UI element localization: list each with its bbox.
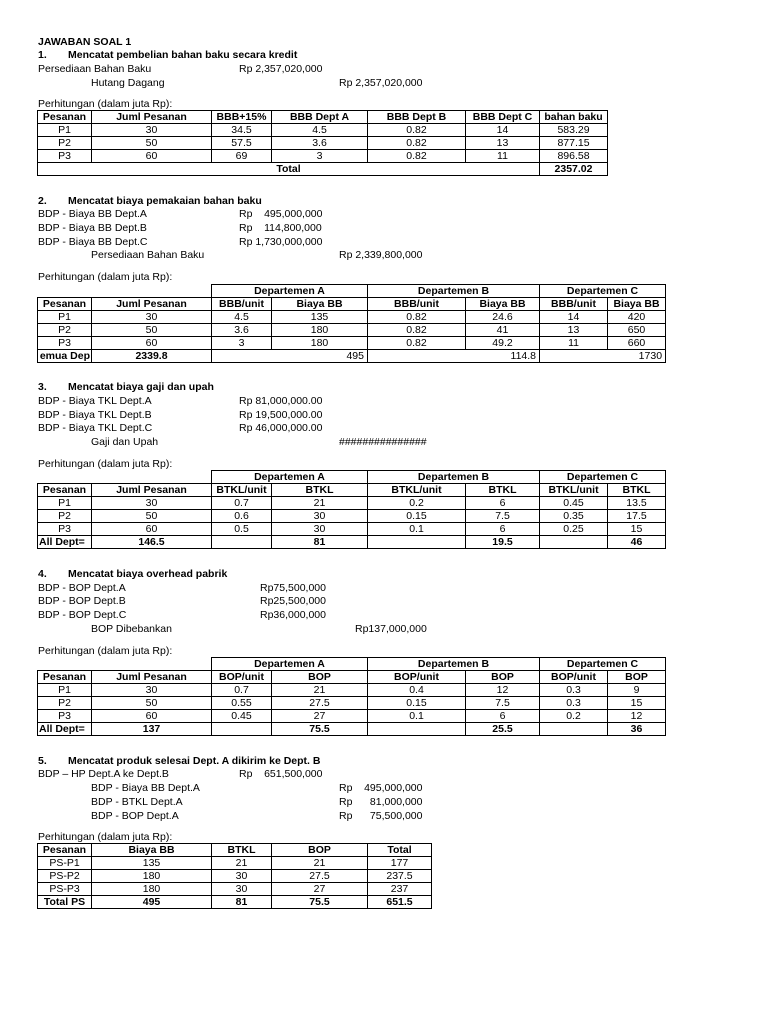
s3-col-header: BTKL [272, 484, 368, 497]
table-cell: 0.15 [368, 697, 466, 710]
s4-total-dept-a: 75.5 [272, 723, 368, 736]
s5-header-row [38, 844, 432, 857]
s3-total-all: 146.5 [92, 536, 212, 549]
table-cell: 0.82 [368, 324, 466, 337]
table-cell: 21 [212, 857, 272, 870]
s1-col-header: bahan baku [540, 111, 608, 124]
table-cell: 0.6 [212, 510, 272, 523]
table-cell: 7.5 [466, 510, 540, 523]
table-cell: 180 [92, 883, 212, 896]
s5-credit-account-bb: BDP - Biaya BB Dept.A [91, 782, 200, 794]
table-cell: 0.82 [368, 337, 466, 350]
s4-calc-label: Perhitungan (dalam juta Rp): [38, 645, 173, 657]
table-cell: P3 [38, 337, 92, 350]
table-cell: 0.55 [212, 697, 272, 710]
table-cell: 30 [92, 311, 212, 324]
s1-col-header: BBB+15% [212, 111, 272, 124]
s1-credit-account: Hutang Dagang [91, 77, 165, 89]
table-cell: 237 [368, 883, 432, 896]
table-cell: 30 [272, 510, 368, 523]
s3-col-header: BTKL [466, 484, 540, 497]
table-cell: 15 [608, 523, 666, 536]
s1-header-row [38, 111, 608, 124]
s2-total-dept-a: 495 [212, 350, 368, 363]
s4-col-header: Pesanan [38, 671, 92, 684]
table-row [38, 697, 666, 710]
section-1-number: 1. [38, 49, 47, 61]
s1-total-value: 2357.02 [540, 163, 608, 176]
table-cell: 0.45 [212, 710, 272, 723]
table-cell: 49.2 [466, 337, 540, 350]
s5-total-row [38, 896, 432, 909]
table-cell: PS-P2 [38, 870, 92, 883]
table-cell: 660 [608, 337, 666, 350]
page-title: JAWABAN SOAL 1 [38, 36, 132, 48]
table-row [38, 710, 666, 723]
table-cell: 50 [92, 510, 212, 523]
table-row [38, 497, 666, 510]
table-cell: 6 [466, 710, 540, 723]
s5-total-all: 651.5 [368, 896, 432, 909]
table-row [38, 150, 608, 163]
table-cell: 27.5 [272, 697, 368, 710]
table-cell: 27 [272, 710, 368, 723]
table-cell: 50 [92, 324, 212, 337]
s4-table [37, 657, 666, 736]
s4-col-header: BOP [466, 671, 540, 684]
s2-group-header-row [38, 285, 666, 298]
s5-calc-label: Perhitungan (dalam juta Rp): [38, 831, 173, 843]
table-cell: 50 [92, 137, 212, 150]
s2-credit-account: Persediaan Bahan Baku [91, 249, 205, 261]
s3-debit-account-a: BDP - Biaya TKL Dept.A [38, 395, 152, 407]
s4-debit-amount-c: Rp36,000,000 [260, 609, 326, 621]
table-cell: 30 [92, 684, 212, 697]
table-cell: 60 [92, 337, 212, 350]
table-cell: 0.5 [212, 523, 272, 536]
s2-group-dept-a: Departemen A [212, 285, 368, 298]
table-cell: 3.6 [272, 137, 368, 150]
s5-credit-account-btkl: BDP - BTKL Dept.A [91, 796, 183, 808]
s4-total-row [38, 723, 666, 736]
s4-col-header: BOP [272, 671, 368, 684]
s3-col-header: BTKL [608, 484, 666, 497]
table-cell: P2 [38, 697, 92, 710]
s3-group-dept-c: Departemen C [540, 471, 666, 484]
s2-col-header: Biaya BB [608, 298, 666, 311]
s4-credit-amount: Rp137,000,000 [355, 623, 427, 635]
s2-col-header: BBB/unit [212, 298, 272, 311]
table-cell: 60 [92, 523, 212, 536]
s1-debit-account: Persediaan Bahan Baku [38, 63, 152, 75]
table-cell: P2 [38, 510, 92, 523]
section-3-heading: Mencatat biaya gaji dan upah [68, 381, 214, 393]
s2-total-label: emua Dep [38, 350, 92, 363]
s1-debit-amount: Rp 2,357,020,000 [239, 63, 323, 75]
s4-debit-account-a: BDP - BOP Dept.A [38, 582, 126, 594]
table-cell: 583.29 [540, 124, 608, 137]
table-cell: 13 [466, 137, 540, 150]
s3-col-header: BTKL/unit [368, 484, 466, 497]
s5-credit-amount-bb: Rp 495,000,000 [339, 782, 423, 794]
s3-header-row [38, 484, 666, 497]
s5-col-header: BOP [272, 844, 368, 857]
table-cell: 4.5 [272, 124, 368, 137]
table-cell: 9 [608, 684, 666, 697]
table-cell: 0.2 [368, 497, 466, 510]
table-cell: 69 [212, 150, 272, 163]
table-row [38, 337, 666, 350]
s3-total-dept-a: 81 [272, 536, 368, 549]
table-cell: PS-P3 [38, 883, 92, 896]
table-cell: 30 [212, 870, 272, 883]
table-cell: 30 [92, 124, 212, 137]
s4-credit-account: BOP Dibebankan [91, 623, 172, 635]
s4-group-header-row [38, 658, 666, 671]
s1-col-header: Juml Pesanan [92, 111, 212, 124]
s1-total-row [38, 163, 608, 176]
table-cell: 0.25 [540, 523, 608, 536]
table-cell: 11 [466, 150, 540, 163]
table-cell: 24.6 [466, 311, 540, 324]
s4-debit-account-c: BDP - BOP Dept.C [38, 609, 127, 621]
s2-total-dept-b: 114.8 [368, 350, 540, 363]
s4-col-header: BOP/unit [540, 671, 608, 684]
section-5-number: 5. [38, 755, 47, 767]
table-row [38, 311, 666, 324]
table-cell: P1 [38, 124, 92, 137]
s4-group-dept-a: Departemen A [212, 658, 368, 671]
s4-debit-amount-b: Rp25,500,000 [260, 595, 326, 607]
table-row [38, 137, 608, 150]
s4-col-header: BOP [608, 671, 666, 684]
s5-total-bb: 495 [92, 896, 212, 909]
table-row [38, 124, 608, 137]
table-cell: 0.3 [540, 697, 608, 710]
table-cell: 0.82 [368, 150, 466, 163]
s2-group-dept-b: Departemen B [368, 285, 540, 298]
s5-debit-amount: Rp 651,500,000 [239, 768, 323, 780]
s5-total-label: Total PS [38, 896, 92, 909]
table-cell: P1 [38, 497, 92, 510]
s2-group-dept-c: Departemen C [540, 285, 666, 298]
s5-debit-account: BDP – HP Dept.A ke Dept.B [38, 768, 169, 780]
s3-total-dept-c: 46 [608, 536, 666, 549]
table-cell: 34.5 [212, 124, 272, 137]
s5-credit-amount-btkl: Rp 81,000,000 [339, 796, 423, 808]
s3-calc-label: Perhitungan (dalam juta Rp): [38, 458, 173, 470]
table-cell: 3.6 [212, 324, 272, 337]
s4-total-dept-b: 25.5 [466, 723, 540, 736]
s2-table [37, 284, 666, 363]
table-cell: 0.7 [212, 497, 272, 510]
table-cell: 30 [212, 883, 272, 896]
s4-debit-account-b: BDP - BOP Dept.B [38, 595, 126, 607]
s4-debit-amount-a: Rp75,500,000 [260, 582, 326, 594]
table-cell: 0.35 [540, 510, 608, 523]
table-cell: 21 [272, 857, 368, 870]
table-cell: 12 [608, 710, 666, 723]
s3-debit-account-b: BDP - Biaya TKL Dept.B [38, 409, 152, 421]
s3-group-header-row [38, 471, 666, 484]
s4-total-dept-c: 36 [608, 723, 666, 736]
table-row [38, 684, 666, 697]
table-cell: 177 [368, 857, 432, 870]
s4-group-dept-b: Departemen B [368, 658, 540, 671]
s3-col-header: Pesanan [38, 484, 92, 497]
s5-total-bop: 75.5 [272, 896, 368, 909]
table-cell: 6 [466, 497, 540, 510]
s2-credit-amount: Rp 2,339,800,000 [339, 249, 423, 261]
table-cell: 21 [272, 684, 368, 697]
s3-group-dept-b: Departemen B [368, 471, 540, 484]
s2-debit-account-c: BDP - Biaya BB Dept.C [38, 236, 148, 248]
s3-credit-account: Gaji dan Upah [91, 436, 159, 448]
s2-col-header: BBB/unit [368, 298, 466, 311]
s1-table [37, 110, 608, 176]
table-cell: 30 [272, 523, 368, 536]
s5-credit-account-bop: BDP - BOP Dept.A [91, 810, 179, 822]
s3-total-dept-b: 19.5 [466, 536, 540, 549]
table-cell: 180 [272, 337, 368, 350]
s4-group-dept-c: Departemen C [540, 658, 666, 671]
table-cell: P2 [38, 137, 92, 150]
table-cell: 0.7 [212, 684, 272, 697]
table-row [38, 857, 432, 870]
s5-table [37, 843, 432, 909]
s5-credit-amount-bop: Rp 75,500,000 [339, 810, 423, 822]
section-5-heading: Mencatat produk selesai Dept. A dikirim ke Dept. B [68, 755, 321, 767]
table-cell: P3 [38, 150, 92, 163]
table-cell: 12 [466, 684, 540, 697]
table-cell: 13.5 [608, 497, 666, 510]
s5-col-header: Total [368, 844, 432, 857]
table-cell: 237.5 [368, 870, 432, 883]
s1-col-header: Pesanan [38, 111, 92, 124]
table-cell: 27 [272, 883, 368, 896]
table-cell: 21 [272, 497, 368, 510]
table-cell: 877.15 [540, 137, 608, 150]
s3-col-header: Juml Pesanan [92, 484, 212, 497]
s2-debit-amount-b: Rp 114,800,000 [239, 222, 322, 234]
table-row [38, 523, 666, 536]
table-cell: 0.82 [368, 137, 466, 150]
s3-table [37, 470, 666, 549]
table-cell: 57.5 [212, 137, 272, 150]
table-cell: P2 [38, 324, 92, 337]
s5-total-btkl: 81 [212, 896, 272, 909]
s2-calc-label: Perhitungan (dalam juta Rp): [38, 271, 173, 283]
table-cell: 13 [540, 324, 608, 337]
table-cell: 60 [92, 710, 212, 723]
table-cell: P1 [38, 684, 92, 697]
s3-group-dept-a: Departemen A [212, 471, 368, 484]
table-cell: 17.5 [608, 510, 666, 523]
s5-col-header: Pesanan [38, 844, 92, 857]
table-cell: 135 [272, 311, 368, 324]
s5-col-header: BTKL [212, 844, 272, 857]
s2-col-header: BBB/unit [540, 298, 608, 311]
table-cell: 30 [92, 497, 212, 510]
s3-credit-amount: ############### [339, 436, 427, 448]
s3-col-header: BTKL/unit [212, 484, 272, 497]
s3-debit-amount-c: Rp 46,000,000.00 [239, 422, 323, 434]
table-cell: 180 [272, 324, 368, 337]
s1-col-header: BBB Dept C [466, 111, 540, 124]
s2-total-all: 2339.8 [92, 350, 212, 363]
s3-debit-account-c: BDP - Biaya TKL Dept.C [38, 422, 153, 434]
table-cell: 15 [608, 697, 666, 710]
table-cell: P3 [38, 523, 92, 536]
table-cell: 6 [466, 523, 540, 536]
table-cell: 7.5 [466, 697, 540, 710]
s3-debit-amount-b: Rp 19,500,000.00 [239, 409, 323, 421]
table-cell: 0.1 [368, 710, 466, 723]
section-3-number: 3. [38, 381, 47, 393]
table-cell: 0.2 [540, 710, 608, 723]
section-4-number: 4. [38, 568, 47, 580]
table-cell: 896.58 [540, 150, 608, 163]
s2-debit-account-b: BDP - Biaya BB Dept.B [38, 222, 147, 234]
table-cell: 0.1 [368, 523, 466, 536]
s2-debit-account-a: BDP - Biaya BB Dept.A [38, 208, 147, 220]
s2-total-dept-c: 1730 [540, 350, 666, 363]
table-cell: 11 [540, 337, 608, 350]
s1-calc-label: Perhitungan (dalam juta Rp): [38, 98, 173, 110]
table-cell: PS-P1 [38, 857, 92, 870]
table-row [38, 324, 666, 337]
table-row [38, 870, 432, 883]
section-4-heading: Mencatat biaya overhead pabrik [68, 568, 228, 580]
table-cell: 4.5 [212, 311, 272, 324]
table-cell: 650 [608, 324, 666, 337]
s4-col-header: Juml Pesanan [92, 671, 212, 684]
table-cell: 14 [466, 124, 540, 137]
s5-col-header: Biaya BB [92, 844, 212, 857]
table-cell: 3 [212, 337, 272, 350]
s4-col-header: BOP/unit [212, 671, 272, 684]
table-cell: P1 [38, 311, 92, 324]
s4-total-all: 137 [92, 723, 212, 736]
s1-total-label: Total [38, 163, 540, 176]
table-cell: 180 [92, 870, 212, 883]
s2-col-header: Biaya BB [272, 298, 368, 311]
s1-col-header: BBB Dept B [368, 111, 466, 124]
s2-col-header: Juml Pesanan [92, 298, 212, 311]
table-row [38, 510, 666, 523]
s2-col-header: Pesanan [38, 298, 92, 311]
s4-total-label: All Dept= [38, 723, 92, 736]
table-cell: 60 [92, 150, 212, 163]
s3-debit-amount-a: Rp 81,000,000.00 [239, 395, 323, 407]
table-cell: 0.15 [368, 510, 466, 523]
s3-total-label: All Dept= [38, 536, 92, 549]
table-cell: 0.3 [540, 684, 608, 697]
table-row [38, 883, 432, 896]
s1-credit-amount: Rp 2,357,020,000 [339, 77, 423, 89]
table-cell: P3 [38, 710, 92, 723]
s2-header-row [38, 298, 666, 311]
section-1-heading: Mencatat pembelian bahan baku secara kredit [68, 49, 298, 61]
s2-total-row [38, 350, 666, 363]
s2-debit-amount-c: Rp 1,730,000,000 [239, 236, 323, 248]
table-cell: 0.82 [368, 124, 466, 137]
s1-col-header: BBB Dept A [272, 111, 368, 124]
table-cell: 3 [272, 150, 368, 163]
table-cell: 135 [92, 857, 212, 870]
table-cell: 27.5 [272, 870, 368, 883]
s2-col-header: Biaya BB [466, 298, 540, 311]
s2-debit-amount-a: Rp 495,000,000 [239, 208, 323, 220]
table-cell: 50 [92, 697, 212, 710]
table-cell: 420 [608, 311, 666, 324]
section-2-number: 2. [38, 195, 47, 207]
table-cell: 41 [466, 324, 540, 337]
table-cell: 0.4 [368, 684, 466, 697]
s3-col-header: BTKL/unit [540, 484, 608, 497]
table-cell: 0.82 [368, 311, 466, 324]
table-cell: 0.45 [540, 497, 608, 510]
table-cell: 14 [540, 311, 608, 324]
s4-col-header: BOP/unit [368, 671, 466, 684]
section-2-heading: Mencatat biaya pemakaian bahan baku [68, 195, 262, 207]
s4-header-row [38, 671, 666, 684]
s3-total-row [38, 536, 666, 549]
